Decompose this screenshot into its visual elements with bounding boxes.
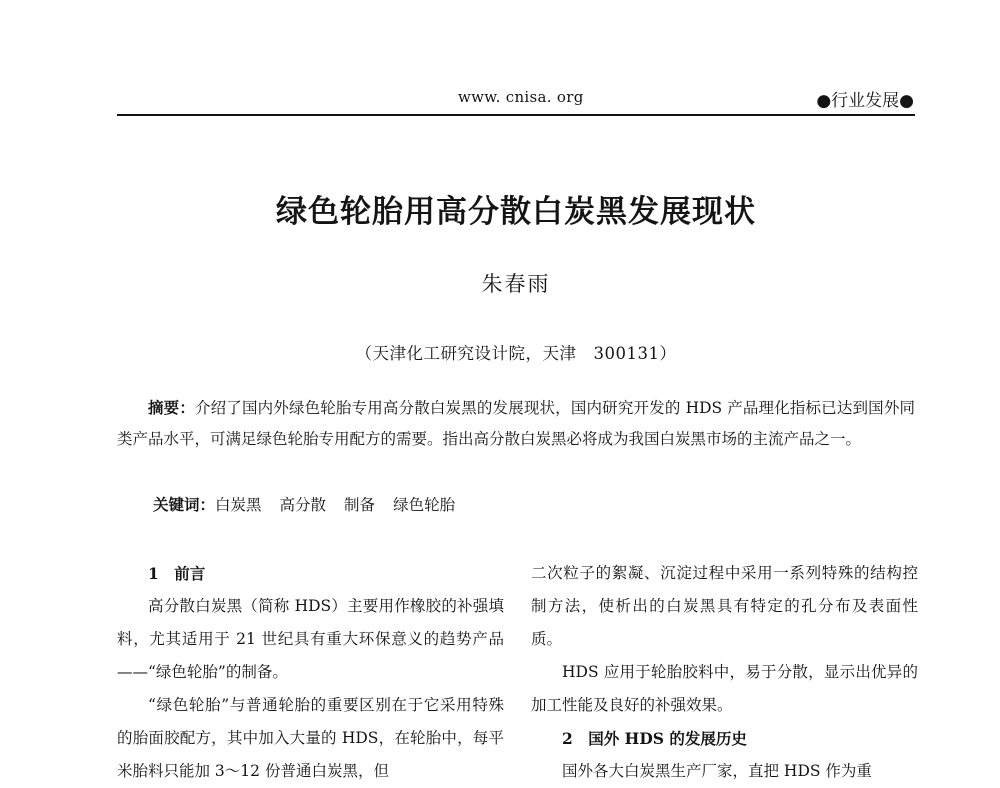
keyword: 绿色轮胎 — [393, 496, 456, 514]
author-affiliation: （天津化工研究设计院，天津 300131） — [355, 344, 677, 363]
keywords-label: 关键词： — [153, 495, 216, 514]
section-label: ●行业发展● — [816, 91, 914, 111]
author-name: 朱春雨 — [481, 272, 551, 296]
article-title: 绿色轮胎用高分散白炭黑发展现状 — [276, 194, 756, 230]
abstract — [117, 392, 915, 455]
keyword: 制备 — [344, 496, 376, 514]
paragraph: “绿色轮胎”与普通轮胎的重要区别在于它采用特殊的胎面胶配方，其中加入大量的 HDS，在轮胎中，每平米胎料只能加 3～12 份普通白炭黑，但 — [117, 696, 504, 780]
paragraph: 二次粒子的絮凝、沉淀过程中采用一系列特殊的结构控制方法，使析出的白炭黑具有特定的孔分布及表面性质。 — [531, 564, 918, 648]
header-rule — [117, 114, 915, 116]
keywords — [153, 489, 455, 521]
abstract-label: 摘要： — [148, 398, 195, 417]
keyword: 高分散 — [279, 496, 327, 514]
header-url[interactable]: www. cnisa. org — [458, 88, 584, 106]
abstract-text: 介绍了国内外绿色轮胎专用高分散白炭黑的发展现状，国内研究开发的 HDS 产品理化指标已达到国外同类产品水平，可满足绿色轮胎专用配方的需要。指出高分散白炭黑必将成为我国白炭黑市场的主流产品之一。 — [117, 399, 915, 448]
paragraph: 国外各大白炭黑生产厂家，直把 HDS 作为重 — [562, 762, 872, 780]
section-heading: 2 国外 HDS 的发展历史 — [562, 729, 747, 748]
right-column — [531, 557, 918, 788]
paragraph: 高分散白炭黑（简称 HDS）主要用作橡胶的补强填料，尤其适用于 21 世纪具有重大环保意义的趋势产品——“绿色轮胎”的制备。 — [117, 597, 504, 681]
left-column — [117, 557, 504, 788]
section-heading: 1 前言 — [148, 564, 206, 583]
paragraph: HDS 应用于轮胎胶料中，易于分散，显示出优异的加工性能及良好的补强效果。 — [531, 663, 918, 714]
keyword: 白炭黑 — [215, 496, 262, 514]
